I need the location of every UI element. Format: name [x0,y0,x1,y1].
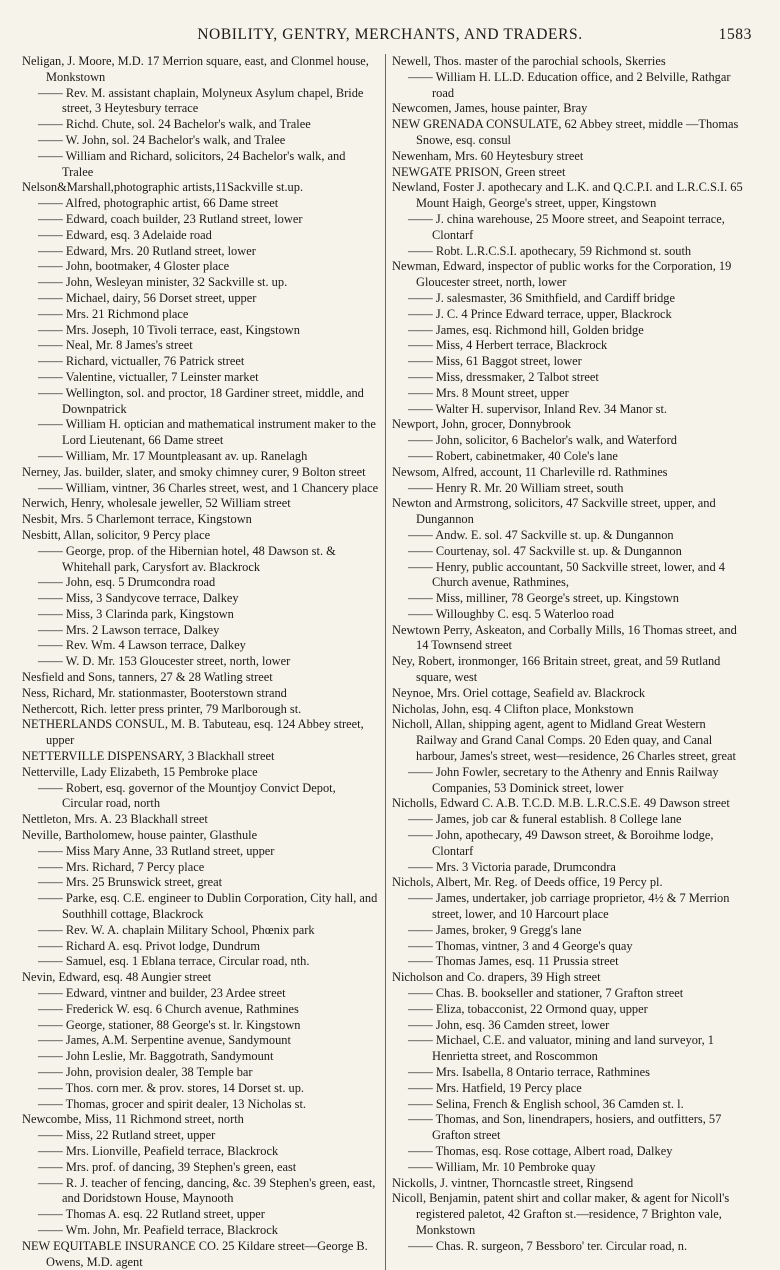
directory-entry: Newell, Thos. master of the parochial schools, Skerries [392,54,666,68]
directory-entry: —— William and Richard, solicitors, 24 Bachelor's walk, and Tralee [38,148,346,179]
directory-entry: Ness, Richard, Mr. stationmaster, Booterstown strand [22,685,287,700]
directory-entry: Netterville, Lady Elizabeth, 15 Pembroke place [22,764,258,779]
directory-entry: —— W. D. Mr. 153 Gloucester street, north, lower [38,654,291,669]
directory-entry: —— Mrs. 2 Lawson terrace, Dalkey [38,622,220,637]
directory-entry: Newsom, Alfred, account, 11 Charleville rd. Rathmines [392,464,668,479]
directory-entry: —— Chas. B. bookseller and stationer, 7 Grafton street [408,986,684,1001]
directory-entry: —— Rev. W. A. chaplain Military School, Phœnix park [38,922,315,937]
directory-entry: Nicholson and Co. drapers, 39 High street [392,970,601,985]
directory-entry: —— Henry, public accountant, 50 Sackville street, lower, and 4 Church avenue, Rathmines, [408,559,725,590]
directory-entry: Nesbitt, Allan, solicitor, 9 Percy place [22,527,211,542]
directory-entry: Ney, Robert, ironmonger, 166 Britain street, great, and 59 Rutland square, west [392,654,721,685]
directory-entry: —— Rev. Wm. 4 Lawson terrace, Dalkey [38,638,246,653]
directory-entry: NETTERVILLE DISPENSARY, 3 Blackhall street [22,749,275,764]
directory-entry: —— Parke, esq. C.E. engineer to Dublin Corporation, City hall, and Southhill cottage, Blackrock [38,891,378,922]
left-column [22,54,386,1270]
directory-entry: —— Richd. Chute, sol. 24 Bachelor's walk, and Tralee [38,117,311,132]
directory-entry: Nethercott, Rich. letter press printer, 79 Marlborough st. [22,701,302,716]
directory-entry: —— Mrs. 8 Mount street, upper [408,385,569,400]
directory-entry: —— Frederick W. esq. 6 Church avenue, Rathmines [38,1001,299,1016]
directory-entry: Nerney, Jas. builder, slater, and smoky chimney curer, 9 Bolton street [22,464,366,479]
directory-entry: —— Wm. John, Mr. Peafield terrace, Blackrock [38,1222,278,1237]
directory-entry: —— James, A.M. Serpentine avenue, Sandymount [38,1033,291,1048]
directory-entry: —— Thomas, esq. Rose cottage, Albert road, Dalkey [408,1143,673,1158]
directory-entry: —— Michael, dairy, 56 Dorset street, upper [38,290,257,305]
directory-entry: —— Rev. M. assistant chaplain, Molyneux Asylum chapel, Bride street, 3 Heytesbury terrace [38,85,364,116]
directory-entry: —— Mrs. prof. of dancing, 39 Stephen's green, east [38,1159,297,1174]
directory-entry: Nicholls, Edward C. A.B. T.C.D. M.B. L.R.C.S.E. 49 Dawson street [392,796,730,811]
directory-entry: —— Edward, esq. 3 Adelaide road [38,227,212,242]
directory-entry: Newenham, Mrs. 60 Heytesbury street [392,148,584,163]
directory-entry: Nettleton, Mrs. A. 23 Blackhall street [22,812,208,827]
directory-entry: —— Neal, Mr. 8 James's street [38,338,193,353]
directory-entry: —— Thomas, grocer and spirit dealer, 13 Nicholas st. [38,1096,307,1111]
directory-entry: —— Eliza, tobacconist, 22 Ormond quay, upper [408,1001,648,1016]
page-number: 1583 [718,26,752,43]
directory-entry: —— Mrs. Isabella, 8 Ontario terrace, Rathmines [408,1065,650,1079]
directory-entry: —— William, vintner, 36 Charles street, west, and 1 Chancery place [38,480,379,495]
directory-entry: —— W. John, sol. 24 Bachelor's walk, and Tralee [38,132,286,147]
directory-entry: Newman, Edward, inspector of public works for the Corporation, 19 Gloucester street, north, lower [392,259,732,290]
directory-entry: Nicholl, Allan, shipping agent, agent to Midland Great Western Railway and Grand Canal Comps. 20 Eden quay, and Canal harbour, James's street, west—residence, 26 Charles street, great [392,717,736,764]
directory-entry: Nickolls, J. vintner, Thorncastle street, Ringsend [392,1175,634,1190]
directory-entry: Nelson&Marshall,photographic artists,11Sackville st.up. [22,180,304,195]
directory-entry: NEWGATE PRISON, Green street [392,164,566,179]
directory-entry: —— Miss, milliner, 78 George's street, up. Kingstown [408,591,679,606]
directory-entry: —— James, undertaker, job carriage proprietor, 4½ & 7 Merrion street, lower, and 10 Harcourt place [408,891,730,922]
directory-entry: —— Mrs. Richard, 7 Percy place [38,859,205,874]
directory-entry: —— Alfred, photographic artist, 66 Dame street [38,196,279,211]
directory-entry: —— James, job car & funeral establish. 8 College lane [408,812,682,827]
directory-entry: Newton and Armstrong, solicitors, 47 Sackville street, upper, and Dungannon [392,496,716,527]
directory-entry: —— Robt. L.R.C.S.I. apothecary, 59 Richmond st. south [408,243,692,258]
directory-entry: —— Walter H. supervisor, Inland Rev. 34 Manor st. [408,401,668,416]
directory-entry: —— Mrs. Lionville, Peafield terrace, Blackrock [38,1143,279,1158]
directory-entry: NEW EQUITABLE INSURANCE CO. 25 Kildare street—George B. Owens, M.D. agent [22,1238,368,1269]
directory-entry: —— James, broker, 9 Gregg's lane [408,922,582,937]
directory-entry: —— Mrs. 3 Victoria parade, Drumcondra [408,859,616,874]
directory-entry: —— James, esq. Richmond hill, Golden bridge [408,322,644,337]
directory-entry: —— John, esq. 5 Drumcondra road [38,575,216,590]
directory-entry: Neville, Bartholomew, house painter, Glasthule [22,828,258,843]
directory-entry: —— Edward, coach builder, 23 Rutland street, lower [38,211,303,226]
directory-entry: —— Robert, esq. governor of the Mountjoy Convict Depot, Circular road, north [38,780,336,811]
directory-entry: —— Selina, French & English school, 36 Camden st. l. [408,1096,684,1111]
directory-entry: —— Samuel, esq. 1 Eblana terrace, Circular road, nth. [38,954,310,969]
directory-entry: Nesbit, Mrs. 5 Charlemont terrace, Kingstown [22,512,252,527]
directory-entry: —— John, apothecary, 49 Dawson street, & Boroihme lodge, Clontarf [408,828,714,858]
directory-entry: —— Miss, dressmaker, 2 Talbot street [408,369,599,384]
directory-entry: —— R. J. teacher of fencing, dancing, &c. 39 Stephen's green, east, and Doridstown House, Maynooth [38,1175,376,1206]
directory-entry: —— John, solicitor, 6 Bachelor's walk, and Waterford [408,433,677,448]
directory-entry: —— Andw. E. sol. 47 Sackville st. up. & Dungannon [408,527,674,542]
directory-entry: —— Thomas, and Son, linendrapers, hosiers, and outfitters, 57 Grafton street [408,1112,722,1143]
directory-entry: —— Miss, 61 Baggot street, lower [408,354,582,369]
directory-entry: —— Miss Mary Anne, 33 Rutland street, upper [38,843,275,858]
directory-entry: —— Valentine, victualler, 7 Leinster market [38,369,259,384]
directory-entry: —— Henry R. Mr. 20 William street, south [408,480,624,495]
directory-entry: —— Miss, 4 Herbert terrace, Blackrock [408,338,608,353]
directory-entry: —— Mrs. Joseph, 10 Tivoli terrace, east, Kingstown [38,322,300,337]
directory-entry: —— George, prop. of the Hibernian hotel, 48 Dawson st. & Whitehall park, Carysfort av. Blackrock [38,543,336,574]
directory-entry: —— Edward, Mrs. 20 Rutland street, lower [38,243,256,258]
directory-entry: Nevin, Edward, esq. 48 Aungier street [22,970,212,985]
directory-entry: Newland, Foster J. apothecary and L.K. and Q.C.P.I. and L.R.C.S.I. 65 Mount Haigh, George's street, upper, Kingstown [392,180,743,211]
directory-entry: —— John, Wesleyan minister, 32 Sackville st. up. [38,275,288,290]
directory-entry: Neligan, J. Moore, M.D. 17 Merrion square, east, and Clonmel house, Monkstown [22,54,369,84]
directory-entry: Nesfield and Sons, tanners, 27 & 28 Watling street [22,670,273,685]
directory-entry: —— Mrs. 21 Richmond place [38,306,189,321]
directory-entry: —— William, Mr. 17 Mountpleasant av. up. Ranelagh [38,448,308,463]
directory-entry: —— J. C. 4 Prince Edward terrace, upper, Blackrock [408,306,672,321]
directory-entry: —— Richard A. esq. Privot lodge, Dundrum [38,938,260,953]
directory-entry: —— John Leslie, Mr. Baggotrath, Sandymount [38,1049,274,1064]
directory-entry: —— Thomas, vintner, 3 and 4 George's quay [408,938,633,953]
directory-entry: —— Miss, 22 Rutland street, upper [38,1128,216,1143]
directory-entry: —— Courtenay, sol. 47 Sackville st. up. & Dungannon [408,543,682,558]
directory-entry: —— Miss, 3 Clarinda park, Kingstown [38,606,234,621]
directory-entry: —— Mrs. 25 Brunswick street, great [38,875,223,890]
page-header [22,22,758,54]
directory-entry: —— Edward, vintner and builder, 23 Ardee street [38,986,286,1001]
directory-entry: Newport, John, grocer, Donnybrook [392,417,572,432]
directory-entry: —— William, Mr. 10 Pembroke quay [408,1159,596,1174]
directory-entry: —— J. china warehouse, 25 Moore street, and Seapoint terrace, Clontarf [408,211,725,242]
directory-entry: —— Mrs. Hatfield, 19 Percy place [408,1080,582,1095]
directory-entry: NETHERLANDS CONSUL, M. B. Tabuteau, esq. 124 Abbey street, upper [22,717,364,748]
directory-entry: Nichols, Albert, Mr. Reg. of Deeds office, 19 Percy pl. [392,875,663,890]
directory-entry: —— John Fowler, secretary to the Athenry and Ennis Railway Companies, 53 Dominick street, lower [408,764,719,795]
directory-entry: —— William H. optician and mathematical instrument maker to the Lord Lieutenant, 66 Dame street [38,417,376,448]
directory-entry: —— Miss, 3 Sandycove terrace, Dalkey [38,591,239,606]
directory-entry: —— Thomas A. esq. 22 Rutland street, upper [38,1207,265,1222]
directory-entry: Newtown Perry, Askeaton, and Corbally Mills, 16 Thomas street, and 14 Townsend street [392,622,737,653]
directory-entry: —— John, esq. 36 Camden street, lower [408,1017,610,1032]
directory-entry: —— Thos. corn mer. & prov. stores, 14 Dorset st. up. [38,1080,305,1095]
directory-entry: Newcombe, Miss, 11 Richmond street, north [22,1112,244,1127]
directory-entry: Newcomen, James, house painter, Bray [392,101,588,116]
directory-entry: —— Michael, C.E. and valuator, mining and land surveyor, 1 Henrietta street, and Roscommon [408,1033,714,1064]
directory-entry: —— George, stationer, 88 George's st. lr. Kingstown [38,1017,301,1032]
directory-entry: —— Robert, cabinetmaker, 40 Cole's lane [408,448,618,463]
directory-entry: Nicholas, John, esq. 4 Clifton place, Monkstown [392,701,634,716]
directory-entry: NEW GRENADA CONSULATE, 62 Abbey street, middle —Thomas Snowe, esq. consul [392,117,739,147]
directory-entry: —— Richard, victualler, 76 Patrick street [38,354,245,369]
directory-entry: —— Wellington, sol. and proctor, 18 Gardiner street, middle, and Downpatrick [38,385,364,416]
directory-entry: —— J. salesmaster, 36 Smithfield, and Cardiff bridge [408,290,676,305]
directory-entry: —— Chas. R. surgeon, 7 Bessboro' ter. Circular road, n. [408,1238,688,1253]
directory-entry: —— Thomas James, esq. 11 Prussia street [408,954,619,969]
right-column [386,54,750,1270]
directory-entry: —— John, provision dealer, 38 Temple bar [38,1065,253,1079]
directory-entry: —— William H. LL.D. Education office, and 2 Belville, Rathgar road [408,69,731,100]
page-title: NOBILITY, GENTRY, MERCHANTS, AND TRADERS. [197,26,583,43]
directory-entry: Neynoe, Mrs. Oriel cottage, Seafield av. Blackrock [392,685,646,700]
directory-entry: Nerwich, Henry, wholesale jeweller, 52 William street [22,496,291,511]
directory-entry: —— John, bootmaker, 4 Gloster place [38,259,230,274]
directory-entry: Nicoll, Benjamin, patent shirt and collar maker, & agent for Nicoll's registered paletot, 42 Grafton st.—residence, 7 Brighton vale, Monkstown [392,1191,730,1237]
directory-columns [22,54,758,1270]
directory-entry: —— Willoughby C. esq. 5 Waterloo road [408,606,614,621]
